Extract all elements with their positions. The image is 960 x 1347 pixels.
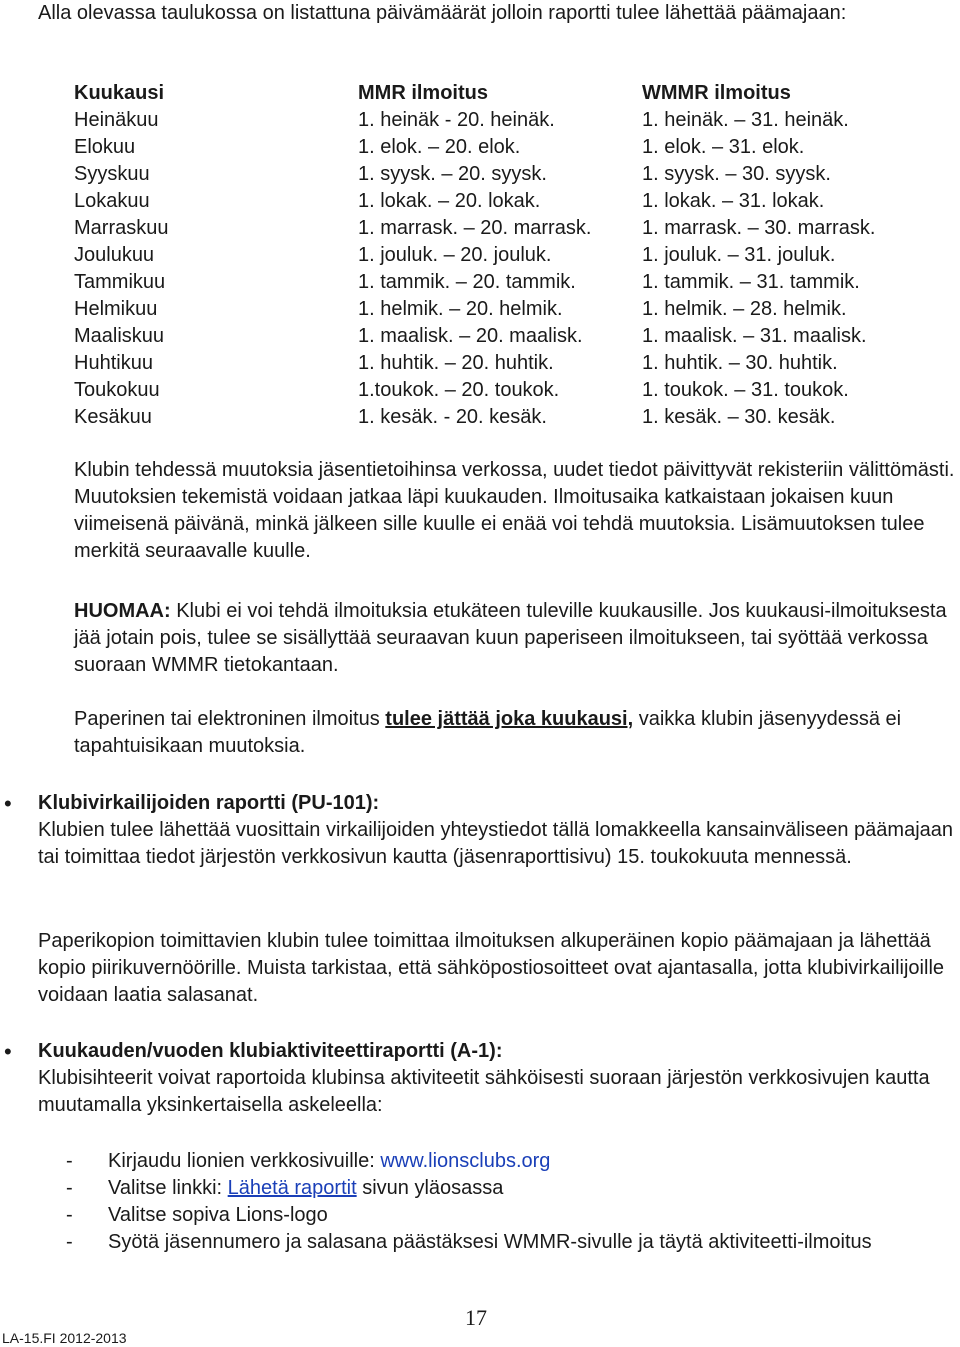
cell-mmr-dates: 1. heinäk - 20. heinäk. — [358, 109, 555, 131]
step-dash: - — [66, 1150, 73, 1172]
cell-mmr-dates: 1. jouluk. – 20. jouluk. — [358, 244, 552, 266]
cell-wmmr-dates: 1. elok. – 31. elok. — [642, 136, 805, 158]
section-activity-report — [38, 1038, 958, 1119]
section-officer-report — [38, 790, 958, 871]
header-month: Kuukausi — [74, 82, 165, 104]
cell-mmr-dates: 1.toukok. – 20. toukok. — [358, 379, 560, 401]
cell-month: Tammikuu — [74, 271, 166, 293]
officer-report-title: Klubivirkailijoiden raportti (PU-101): — [38, 792, 380, 814]
lionsclubs-link[interactable]: www.lionsclubs.org — [380, 1150, 551, 1172]
cell-wmmr-dates: 1. huhtik. – 30. huhtik. — [642, 352, 838, 374]
requirement-after: vaikka klubin jäsenyydessä ei tapahtuisikaan muutoksia. — [74, 708, 902, 757]
cell-month: Maaliskuu — [74, 325, 165, 347]
paragraph-membership-changes: Klubin tehdessä muutoksia jäsentietoihinsa verkossa, uudet tiedot päivittyvät rekisteriin välittömästi. Muutoksien tekemistä voidaan jatkaa läpi kuukauden. Ilmoitusaika katkaistaan jokaisen kuun viimeisenä päivänä, minkä jälkeen sille kuulle ei enää voi tehdä muutoksia. Lisämuutoksen tulee merkitä seuraavalle kuulle. — [74, 459, 955, 562]
cell-wmmr-dates: 1. toukok. – 31. toukok. — [642, 379, 849, 401]
cell-month: Huhtikuu — [74, 352, 153, 374]
cell-mmr-dates: 1. helmik. – 20. helmik. — [358, 298, 563, 320]
cell-wmmr-dates: 1. maalisk. – 31. maalisk. — [642, 325, 867, 347]
step-dash: - — [66, 1177, 73, 1199]
cell-wmmr-dates: 1. marrask. – 30. marrask. — [642, 217, 876, 239]
step-2-text-after: sivun yläosassa — [356, 1177, 504, 1199]
cell-wmmr-dates: 1. lokak. – 31. lokak. — [642, 190, 825, 212]
officer-report-text: Klubien tulee lähettää vuosittain virkailijoiden yhteystiedot tällä lomakkeella kansainväliseen päämajaan tai toimittaa tiedot järjestön verkkosivun kautta (jäsenraporttisivu) 15. toukokuuta mennessä. — [38, 819, 953, 868]
cell-wmmr-dates: 1. jouluk. – 31. jouluk. — [642, 244, 836, 266]
cell-mmr-dates: 1. syysk. – 20. syysk. — [358, 163, 547, 185]
activity-report-text: Klubisihteerit voivat raportoida klubinsa aktiviteetit sähköisesti suoraan järjestön verkkosivujen kautta muutamalla yksinkertaisella askeleella: — [38, 1067, 930, 1116]
header-mmr: MMR ilmoitus — [358, 82, 488, 104]
submit-reports-link[interactable]: Lähetä raportit — [227, 1177, 357, 1199]
step-dash: - — [66, 1231, 73, 1253]
cell-wmmr-dates: 1. tammik. – 31. tammik. — [642, 271, 860, 293]
cell-wmmr-dates: 1. helmik. – 28. helmik. — [642, 298, 847, 320]
cell-month: Heinäkuu — [74, 109, 159, 131]
header-wmmr: WMMR ilmoitus — [642, 82, 791, 104]
cell-month: Joulukuu — [74, 244, 155, 266]
paragraph-monthly-requirement — [74, 706, 960, 760]
cell-month: Marraskuu — [74, 217, 169, 239]
step-4-text: Syötä jäsennumero ja salasana päästäksesi WMMR-sivulle ja täytä aktiviteetti-ilmoitus — [108, 1231, 872, 1253]
step-dash: - — [66, 1204, 73, 1226]
activity-report-title: Kuukauden/vuoden klubiaktiviteettiraportti (A-1): — [38, 1040, 503, 1062]
officer-report-paper-copy: Paperikopion toimittavien klubin tulee toimittaa ilmoituksen alkuperäinen kopio päämajaan ja lähettää kopio piirikuvernöörille. Muista tarkistaa, että sähköpostiosoitteet ovat ajantasalla, jotta klubivirkailijoille voidaan laatia salasanat. — [38, 930, 945, 1006]
note-label: HUOMAA: — [74, 600, 171, 622]
cell-month: Kesäkuu — [74, 406, 152, 428]
requirement-before: Paperinen tai elektroninen ilmoitus — [74, 708, 386, 730]
cell-wmmr-dates: 1. syysk. – 30. syysk. — [642, 163, 831, 185]
note-text: Klubi ei voi tehdä ilmoituksia etukäteen tuleville kuukausille. Jos kuukausi-ilmoituksesta jää jotain pois, tulee se sisällyttää seuraavan kuun paperiseen ilmoitukseen, tai syöttää verkossa suoraan WMMR tietokantaan. — [74, 600, 947, 676]
cell-month: Elokuu — [74, 136, 136, 158]
cell-mmr-dates: 1. marrask. – 20. marrask. — [358, 217, 592, 239]
bullet-1-symbol: • — [4, 791, 12, 816]
step-2-text: Valitse linkki: — [108, 1177, 228, 1199]
step-3-text: Valitse sopiva Lions-logo — [108, 1204, 328, 1226]
cell-wmmr-dates: 1. heinäk. – 31. heinäk. — [642, 109, 849, 131]
cell-wmmr-dates: 1. kesäk. – 30. kesäk. — [642, 406, 836, 428]
cell-mmr-dates: 1. lokak. – 20. lokak. — [358, 190, 541, 212]
cell-month: Helmikuu — [74, 298, 158, 320]
cell-mmr-dates: 1. tammik. – 20. tammik. — [358, 271, 576, 293]
requirement-emphasis: tulee jättää joka kuukausi, — [385, 708, 634, 730]
cell-mmr-dates: 1. kesäk. - 20. kesäk. — [358, 406, 547, 428]
cell-month: Syyskuu — [74, 163, 150, 185]
cell-mmr-dates: 1. huhtik. – 20. huhtik. — [358, 352, 554, 374]
bullet-2-symbol: • — [4, 1039, 12, 1064]
cell-mmr-dates: 1. maalisk. – 20. maalisk. — [358, 325, 583, 347]
cell-mmr-dates: 1. elok. – 20. elok. — [358, 136, 521, 158]
page-number: 17 — [465, 1305, 487, 1330]
cell-month: Lokakuu — [74, 190, 150, 212]
cell-month: Toukokuu — [74, 379, 160, 401]
paragraph-note — [74, 598, 960, 679]
intro-text: Alla olevassa taulukossa on listattuna päivämäärät jolloin raportti tulee lähettää päämajaan: — [38, 2, 847, 24]
step-1-text: Kirjaudu lionien verkkosivuille: — [108, 1150, 381, 1172]
document-code: LA-15.FI 2012-2013 — [2, 1330, 127, 1346]
